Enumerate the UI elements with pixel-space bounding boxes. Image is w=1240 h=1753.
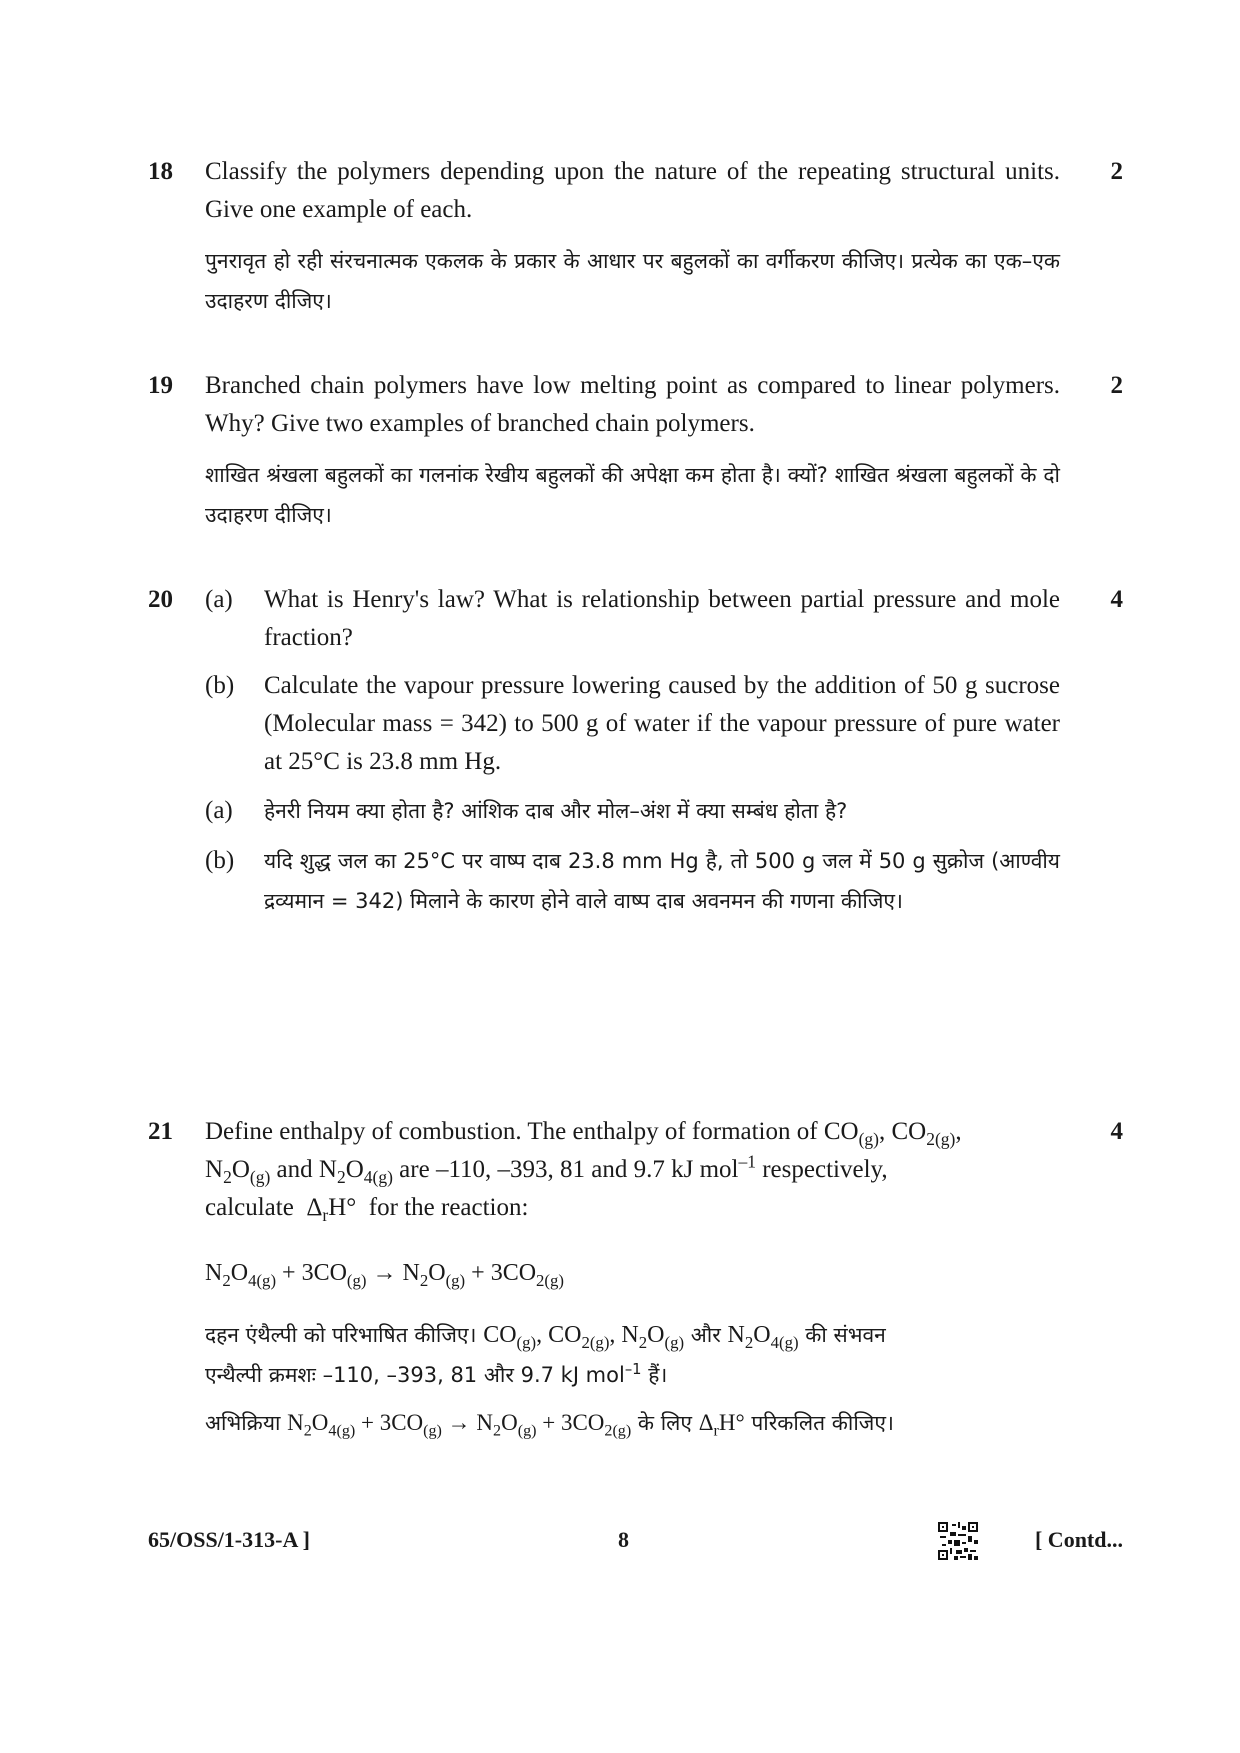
- page-number: 8: [618, 1527, 629, 1552]
- question-20: [148, 581, 1123, 921]
- subquestion-text: हेनरी नियम क्या होता है? आंशिक दाब और मोल–अंश में क्या सम्बंध होता है?: [264, 799, 848, 823]
- qr-code-icon: [938, 1522, 978, 1560]
- subquestion-b-hindi: [205, 841, 1060, 921]
- question-number: 18: [148, 158, 173, 185]
- question-text-hindi-reaction: अभिक्रिया $N_2O_{4(g)} + 3CO_{(g)} \to N_2O_{(g)} + 3CO_{2(g)}$ के लिए $\Delta_rH^\circ$ परिकलित कीजिए।: [205, 1410, 894, 1440]
- question-text-english: Define enthalpy of combustion. The enthalpy of formation of $CO_{(g)}$, $CO_{2(g)}$, $N_2O_{(g)}$ and $N_2O_{4(g)}$ are –110, –393, 81 and 9.7 kJ mol$^{-1}$ respectively, calculate $\Delta_rH^\circ$ for the reaction:: [205, 1118, 962, 1226]
- question-marks: 4: [1110, 586, 1123, 613]
- question-number: 20: [148, 586, 173, 613]
- subquestion-text: यदि शुद्ध जल का 25°C पर वाष्प दाब 23.8 mm Hg है, तो 500 g जल में 50 g सुक्रोज (आण्वीय द्रव्यमान = 342) मिलाने के कारण होने वाले वाष्प दाब अवनमन की गणना कीजिए।: [264, 849, 1060, 913]
- question-18: [148, 153, 1123, 321]
- continued-label: [ Contd...: [1034, 1527, 1123, 1552]
- question-text-english: Branched chain polymers have low melting point as compared to linear polymers. Why? Give two examples of branched chain polymers.: [205, 372, 1060, 437]
- question-text-hindi: दहन एंथैल्पी को परिभाषित कीजिए। $CO_{(g)}$, $CO_{2(g)}$, $N_2O_{(g)}$ और $N_2O_{4(g)}$ की संभवन एन्थैल्पी क्रमशः –110, –393, 81 और 9.7 kJ mol$^{-1}$ हैं।: [205, 1322, 886, 1387]
- subquestion-a-english: [205, 581, 1060, 657]
- subquestion-label: (b): [205, 672, 235, 699]
- subquestion-a-hindi: [205, 791, 1060, 831]
- question-number: 21: [148, 1118, 173, 1145]
- question-19: [148, 367, 1123, 535]
- question-marks: 4: [1110, 1118, 1123, 1145]
- subquestion-b-english: [205, 667, 1060, 781]
- subquestion-label: (b): [205, 847, 235, 874]
- subquestion-text: What is Henry's law? What is relationship between partial pressure and mole fraction?: [264, 586, 1060, 651]
- subquestion-label: (a): [205, 797, 233, 824]
- subquestion-label: (a): [205, 586, 233, 613]
- question-marks: 2: [1110, 158, 1123, 185]
- question-marks: 2: [1110, 372, 1123, 399]
- question-text-english: Classify the polymers depending upon the nature of the repeating structural units. Give one example of each.: [205, 158, 1060, 223]
- page-footer: [148, 1520, 1123, 1560]
- reaction-equation: $N_2O_{4(g)} + 3CO_{(g)} \to N_2O_{(g)} + 3CO_{2(g)}$: [205, 1260, 564, 1290]
- question-21: [148, 1113, 1123, 1443]
- question-text-hindi: पुनरावृत हो रही संरचनात्मक एकलक के प्रकार के आधार पर बहुलकों का वर्गीकरण कीजिए। प्रत्येक का एक–एक उदाहरण दीजिए।: [205, 249, 1060, 313]
- paper-code: 65/OSS/1-313-A ]: [148, 1527, 310, 1552]
- question-number: 19: [148, 372, 173, 399]
- subquestion-text: Calculate the vapour pressure lowering caused by the addition of 50 g sucrose (Molecular mass = 342) to 500 g of water if the vapour pressure of pure water at 25°C is 23.8 mm Hg.: [264, 672, 1060, 775]
- question-text-hindi: शाखित श्रंखला बहुलकों का गलनांक रेखीय बहुलकों की अपेक्षा कम होता है। क्यों? शाखित श्रंखला बहुलकों के दो उदाहरण दीजिए।: [205, 463, 1060, 527]
